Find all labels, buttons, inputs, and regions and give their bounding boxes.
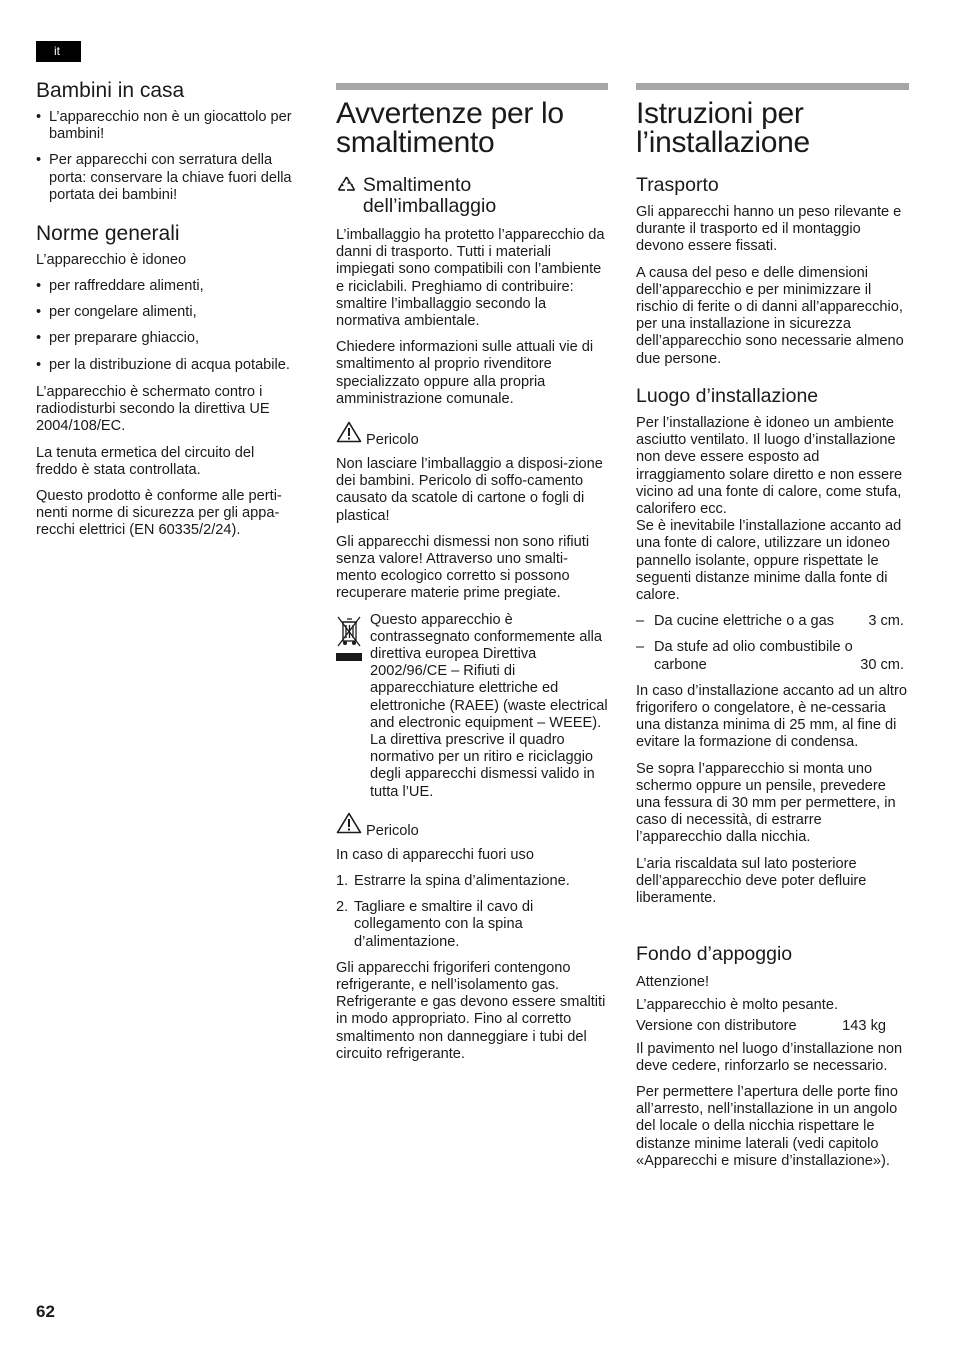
list-item: • per la distribuzione di acqua potabile. (36, 357, 308, 374)
crossed-bin-icon (336, 612, 362, 801)
paragraph: Gli apparecchi hanno un peso rilevante e durante il trasporto ed il montaggio devono essere fissati. (636, 204, 902, 255)
heading-packaging: Smaltimento dell’imballaggio (336, 175, 608, 217)
heading-place: Luogo d’installazione (636, 385, 819, 407)
paragraph: Questo prodotto è conforme alle perti-nenti norme di sicurezza per gli appa-recchi elettrici (EN 60335/2/24). (36, 488, 282, 539)
paragraph: Gli apparecchi frigoriferi contengono refrigerante, e nell’isolamento gas. Refrigerante e gas devono essere smaltiti in modo appropriato. Fino al corretto smaltimento non danneggiare i tubi del circuito refrigerante. (336, 959, 606, 1062)
paragraph: Il pavimento nel luogo d’installazione non deve cedere, rinforzarlo se necessario. (636, 1040, 903, 1074)
heading-children: Bambini in casa (36, 79, 185, 102)
paragraph: L’imballaggio ha protetto l’apparecchio da danni di trasporto. Tutti i materiali impiegati sono compatibili con l’ambiente e riciclabili. Preghiamo di contribuire: smaltire l’imballaggio secondo la normativa ambientale. (336, 227, 605, 330)
distance-list (636, 613, 910, 674)
paragraph: L’apparecchio è molto pesante. (636, 997, 839, 1014)
weee-text: Questo apparecchio è contrassegnato conformemente alla direttiva europea Direttiva 2002/96/CE – Rifiuti di apparecchiature elettriche ed elettroniche (RAEE) (waste electrical and electronic equipment – WEEE). (370, 611, 608, 731)
steps-list (336, 873, 608, 951)
warning-triangle-icon (336, 812, 362, 839)
paragraph: Chiedere informazioni sulle attuali vie di smaltimento al proprio rivenditore specializzato oppure alla propria amministrazione comunale. (336, 339, 594, 407)
paragraph: Gli apparecchi dismessi non sono rifiuti senza valore! Attraverso uno smalti-mento ecologico corretto si possono recuperare materie prime pregiate. (336, 533, 590, 602)
warning-label: Pericolo (366, 432, 419, 448)
warning-header (336, 421, 608, 448)
children-list (36, 109, 308, 213)
paragraph: Per l’installazione è idoneo un ambiente asciutto ventilato. Il luogo d’installazione non deve essere esposto ad irraggiamento solare diretto e non essere vicino ad una fonte di calore, come stufa, calorifero ecc. (636, 415, 903, 518)
list-item: – Da stufe ad olio combustibile o carbone 30 cm. (636, 639, 904, 673)
paragraph: L’aria riscaldata sul lato posteriore dell’apparecchio deve poter defluire liberamente. (636, 855, 867, 907)
list-item: – Da cucine elettriche o a gas 3 cm. (636, 613, 904, 630)
heading-floor: Fondo d’appoggio (636, 943, 793, 965)
section-rule (636, 83, 909, 90)
list-item: • per raffreddare alimenti, (36, 278, 308, 295)
warning-label: Pericolo (366, 822, 419, 839)
attention-label: Attenzione! (636, 974, 710, 990)
paragraph: Se è inevitabile l’installazione accanto ad una fonte di calore, utilizzare un idoneo pannello isolante, oppure rispettate le seguenti distanze minime dalla fonte di calore. (636, 518, 902, 604)
warning-header (336, 812, 608, 839)
section-title-installation: Istruzioni per l’installazione (636, 97, 810, 159)
paragraph: In caso di apparecchi fuori uso (336, 846, 534, 863)
page-number: 62 (36, 1302, 55, 1321)
list-item: • Per apparecchi con serratura della porta: conservare la chiave fuori della portata dei bambini! (36, 152, 308, 204)
list-item: • per congelare alimenti, (36, 304, 308, 321)
general-list (36, 278, 308, 383)
paragraph: A causa del peso e delle dimensioni dell’apparecchio e per minimizzare il rischio di ferite o di danni all’apparecchio, per una installazione in sicurezza dell’apparecchio sono necessarie almeno due persone. (636, 264, 904, 367)
paragraph: L’apparecchio è schermato contro i radiodisturbi secondo la direttiva UE 2004/108/EC. (36, 384, 270, 435)
list-item: • per preparare ghiaccio, (36, 330, 308, 347)
paragraph: In caso d’installazione accanto ad un altro frigorifero o congelatore, è ne-cessaria una distanza minima di 25 mm, al fine di evitare la formazione di condensa. (636, 682, 907, 751)
list-item: 2. Tagliare e smaltire il cavo di collegamento con la spina d’alimentazione. (336, 899, 534, 950)
section-title-disposal: Avvertenze per lo smaltimento (336, 97, 564, 159)
language-tag: it (36, 41, 81, 62)
paragraph: Per permettere l’apertura delle porte fino all’arresto, nell’installazione in un angolo del locale o della nicchia rispettare le distanze minime laterali (vedi capitolo «Apparecchi e misure d’installazione»). (636, 1084, 899, 1169)
general-intro: L’apparecchio è idoneo (36, 252, 187, 268)
list-item: • L’apparecchio non è un giocattolo per bambini! (36, 109, 308, 143)
weight-spec: Versione con distributore 143 kg (636, 1018, 886, 1035)
list-item: 1. Estrarre la spina d’alimentazione. (336, 873, 570, 890)
weee-block (336, 612, 608, 801)
warning-text: Non lasciare l’imballaggio a disposi-zione dei bambini. Pericolo di soffo-camento causato da scatole di cartone o fogli di plastica! (336, 456, 603, 524)
heading-general: Norme generali (36, 222, 180, 245)
paragraph: La tenuta ermetica del circuito del freddo è stata controllata. (36, 444, 255, 478)
recycle-icon (336, 175, 358, 195)
heading-transport: Trasporto (636, 174, 719, 196)
section-rule (336, 83, 608, 90)
paragraph: Se sopra l’apparecchio si monta uno schermo oppure un pensile, prevedere una fessura di 30 mm per permettere, in caso di necessità, di estrarre l’apparecchio dalla nicchia. (636, 760, 896, 846)
weee-text: La direttiva prescrive il quadro normativo per un ritiro e riciclaggio degli apparecchi dismessi valido in tutta l’UE. (370, 732, 595, 800)
warning-triangle-icon (336, 421, 362, 448)
